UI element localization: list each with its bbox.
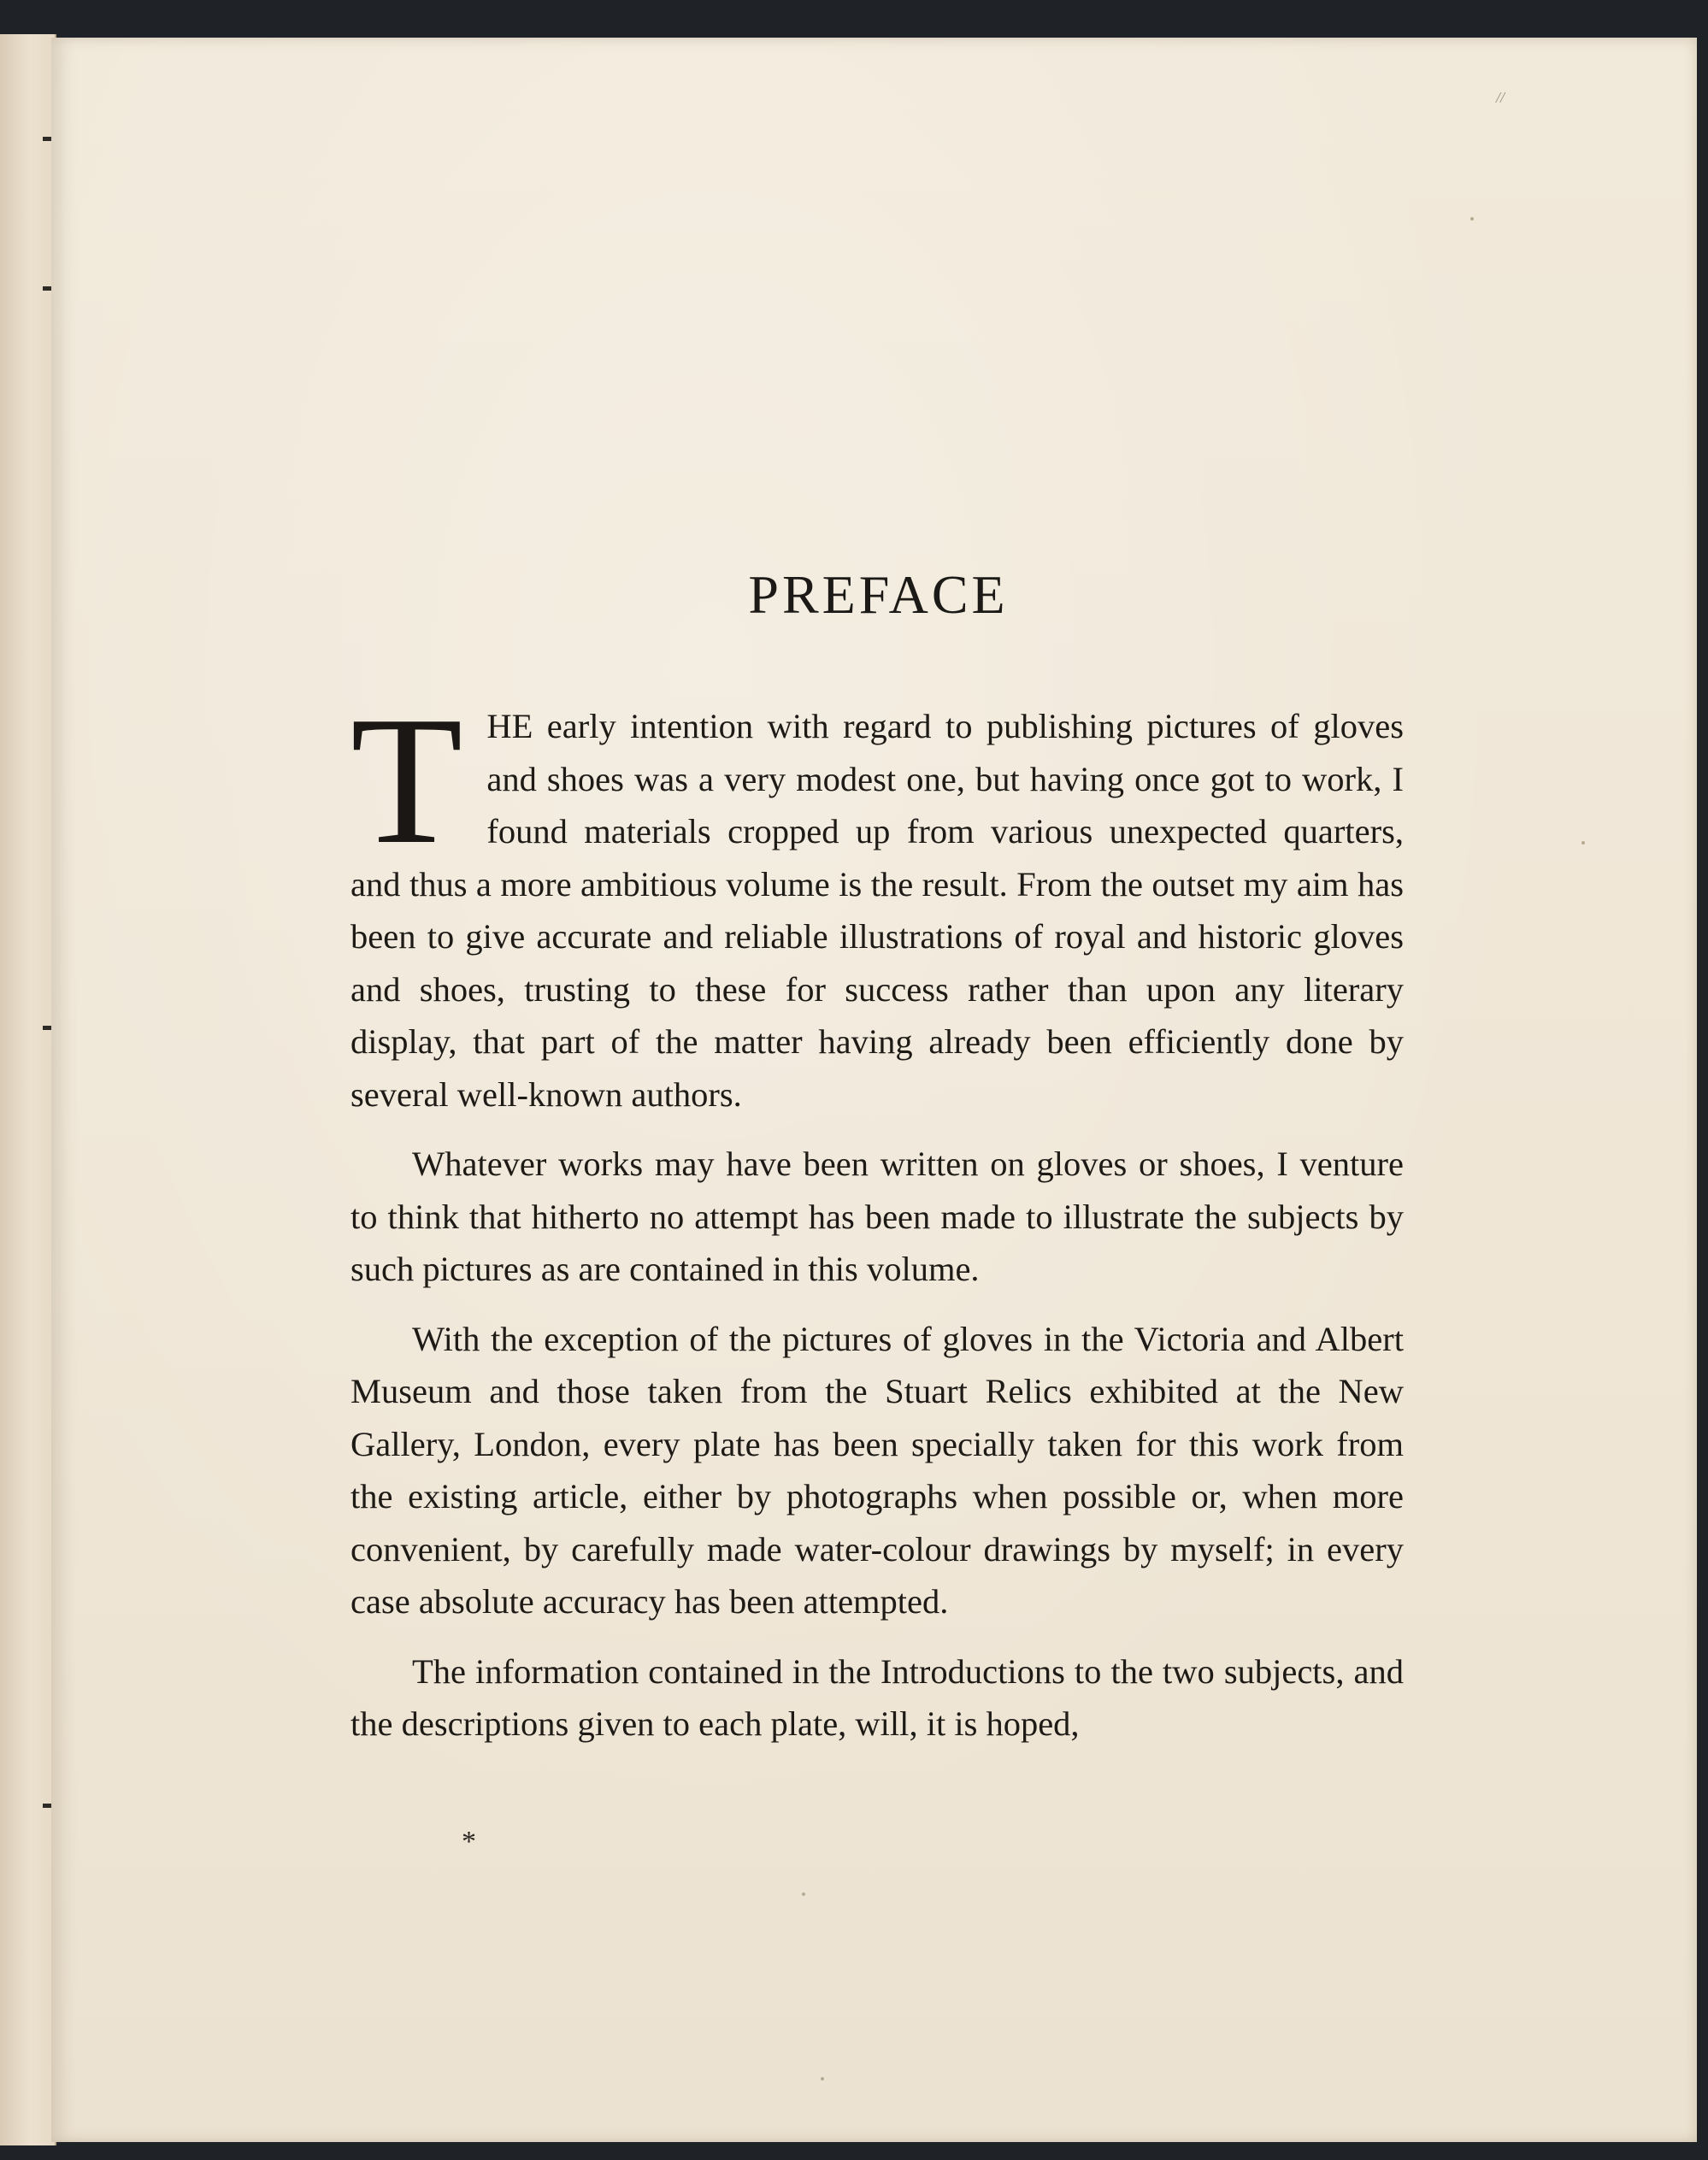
corner-mark: // bbox=[1496, 89, 1505, 106]
paragraph-1-text: HE early intention with regard to publishing pictures of gloves and shoes was a very modest one, but having once got to work, I found materials cropped up from various unexpected quarters, and thus a more ambitious volume is the result. From the outset my aim has been to give accurate and reliable illustrations of royal and historic gloves and shoes, trusting to these for success rather than upon any literary display, that part of the matter having already been efficiently done by several well-known authors. bbox=[350, 707, 1404, 1114]
paper-speck bbox=[802, 1892, 805, 1896]
drop-cap: T bbox=[350, 678, 463, 882]
paper-speck bbox=[1581, 841, 1585, 845]
paper-speck bbox=[821, 2077, 824, 2081]
book-page bbox=[51, 38, 1697, 2142]
paragraph-1 bbox=[350, 678, 1404, 1121]
left-page-edge bbox=[0, 34, 56, 2145]
page-title: PREFACE bbox=[748, 564, 1009, 625]
signature-mark: * bbox=[462, 1826, 476, 1857]
paragraph-4: The information contained in the Introductions to the two subjects, and the descriptions given to each plate, will, it is hoped, bbox=[350, 1651, 1404, 1743]
paragraph-2: Whatever works may have been written on gloves or shoes, I venture to think that hitherto no attempt has been made to illustrate the subjects by such pictures as are contained in this volume. bbox=[350, 1145, 1404, 1288]
paragraph-3: With the exception of the pictures of gloves in the Victoria and Albert Museum and those taken from the Stuart Relics exhibited at the New Gallery, London, every plate has been specially taken for this work from the existing article, either by photographs when possible or, when more convenient, by carefully made water-colour drawings by myself; in every case absolute accuracy has been attempted. bbox=[350, 1319, 1404, 1621]
paper-speck bbox=[1470, 217, 1474, 221]
preface-body bbox=[350, 678, 1404, 1768]
